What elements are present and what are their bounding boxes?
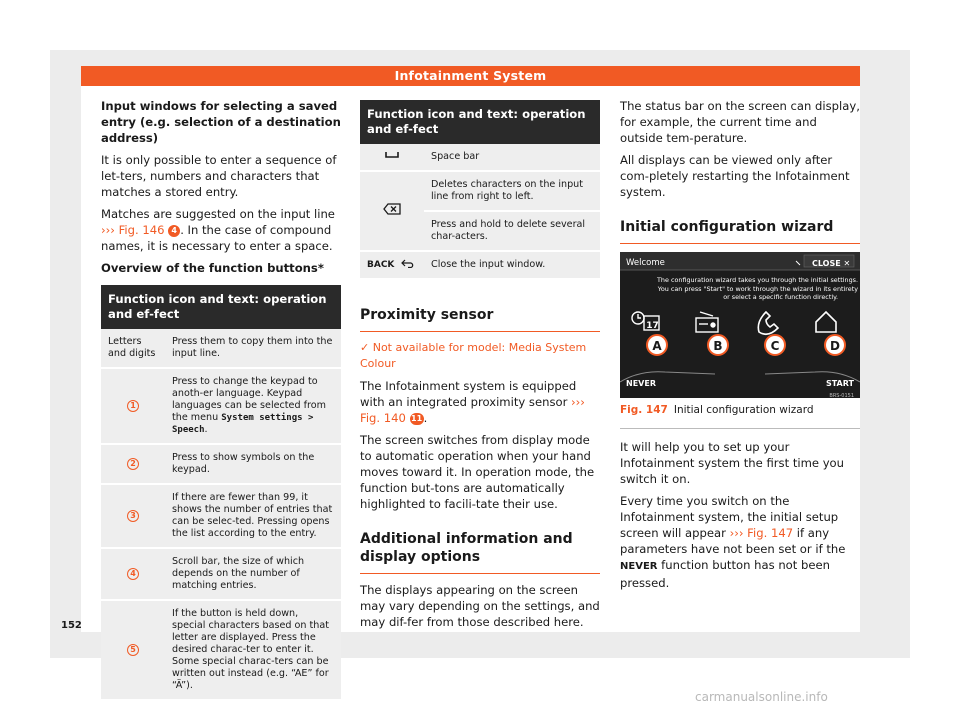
figure-code: BRS-0151 — [829, 393, 854, 398]
paragraph: The Infotainment system is equipped with an integrated proximity sensor ››› Fig. 140 11. — [360, 379, 585, 425]
table-desc: If there are fewer than 99, it shows the number of entries that can be selec-ted. Pressing opens the list according to the entry. — [165, 484, 341, 548]
wizard-button-d-label[interactable]: D — [830, 339, 840, 353]
wizard-button-b-label[interactable]: B — [713, 339, 723, 353]
figure-link[interactable]: ››› Fig. 146 — [101, 223, 165, 237]
section-heading: Input windows for selecting a saved entry (e.g. selection of a destination address) — [101, 99, 341, 145]
table-desc: If the button is held down, special characters based on that letter are displayed. Press the desired charac-ter to enter it. Some special charac-ters can be written out instead (e.g. “AE” for “Ä”). — [165, 600, 341, 700]
table-row — [360, 251, 600, 279]
back-arrow-icon — [401, 259, 415, 268]
table-desc: Press to change the keypad to anoth-er language. Keypad languages can be selected from the menu System settings > Speech. — [165, 368, 341, 444]
callout-number: 4 — [168, 225, 180, 237]
wizard-description: The configuration wizard takes you through the initial settings. You can press "Start" to work through the wizard in its entirety or select a specific function directly. — [657, 276, 858, 302]
column-left — [101, 98, 341, 701]
table-desc: Space bar — [424, 144, 600, 171]
table-row — [101, 444, 341, 484]
calendar-day: 17 — [646, 321, 659, 331]
paragraph: All displays can be viewed only after com-pletely restarting the Infotainment system. — [620, 153, 850, 199]
table-desc: Press to show symbols on the keypad. — [165, 444, 341, 484]
callout-number: 5 — [127, 644, 139, 656]
checkmark-icon: ✓ — [360, 341, 373, 354]
paragraph: Matches are suggested on the input line ››› Fig. 146 4 . In the case of compound names, it is necessary to enter a space. — [101, 207, 335, 253]
function-buttons-table-continued — [360, 100, 600, 280]
figure-caption: Fig. 147 Initial configuration wizard — [620, 398, 860, 429]
table-row — [101, 600, 341, 700]
paragraph: The displays appearing on the screen may vary depending on the settings, and may dif-fer from those described here. — [360, 583, 600, 629]
section-title-proximity-sensor: Proximity sensor — [360, 302, 600, 332]
section-title-config-wizard: Initial configuration wizard — [620, 214, 860, 244]
space-icon — [360, 144, 424, 171]
figure-link[interactable]: ››› Fig. 147 — [729, 526, 794, 540]
column-middle — [360, 100, 600, 636]
backspace-icon — [360, 171, 424, 251]
table-key: Letters and digits — [101, 329, 165, 368]
table-desc: Deletes characters on the input line from right to left. — [424, 171, 600, 211]
never-key: NEVER — [620, 561, 658, 572]
table-desc: Press them to copy them into the input line. — [165, 329, 341, 368]
table-row — [101, 329, 341, 368]
wizard-button-a-label[interactable]: A — [652, 339, 662, 353]
paragraph: The status bar on the screen can display, for example, the current time and outside tem-perature. — [620, 99, 860, 145]
overview-heading: Overview of the function buttons* — [101, 261, 324, 275]
wizard-title: Welcome — [626, 258, 665, 268]
start-button[interactable]: START — [825, 379, 854, 388]
watermark: carmanualsonline.info — [695, 690, 828, 704]
callout-number: 11 — [411, 414, 423, 423]
chapter-header: Infotainment System — [81, 66, 860, 86]
table-row — [101, 484, 341, 548]
section-title-additional-info: Additional information and display options — [360, 526, 600, 574]
paragraph: It is only possible to enter a sequence of let-ters, numbers and characters that matches a stored entry. — [101, 153, 337, 199]
never-button[interactable]: NEVER — [626, 379, 656, 388]
page-number: 152 — [61, 620, 82, 631]
callout-number: 1 — [127, 400, 139, 412]
availability-note: ✓ Not available for model: Media System Colour — [360, 341, 587, 370]
callout-number: 3 — [127, 510, 139, 522]
table-desc: Close the input window. — [424, 251, 600, 279]
figure-link[interactable]: ››› Fig. 140 — [360, 395, 585, 425]
table-desc: Press and hold to delete several char-acters. — [424, 211, 600, 251]
callout-number: 2 — [127, 458, 139, 470]
table-desc: Scroll bar, the size of which depends on the number of matching entries. — [165, 548, 341, 600]
back-key: BACK — [360, 251, 424, 279]
close-button[interactable]: CLOSE ✕ — [812, 259, 851, 268]
function-buttons-table — [101, 285, 341, 701]
paragraph: It will help you to set up your Infotainment system the first time you switch it on. — [620, 440, 845, 486]
table-row — [360, 144, 600, 171]
table-row — [101, 548, 341, 600]
table-row — [101, 368, 341, 444]
table-header: Function icon and text: operation and ef-fect — [360, 100, 600, 144]
figure-label: Fig. 147 — [620, 404, 668, 416]
paragraph: Every time you switch on the Infotainment system, the initial setup screen will appear ››› Fig. 147 if any parameters have not been set or if the NEVER function button has not been pressed. — [620, 494, 846, 590]
column-right — [620, 98, 860, 597]
table-row — [360, 171, 600, 211]
wizard-screen-figure — [620, 252, 860, 398]
wizard-button-c-label[interactable]: C — [770, 339, 780, 353]
menu-path: System settings > Speech — [172, 413, 314, 435]
close-icon: ✕ — [843, 259, 851, 268]
paragraph: The screen switches from display mode to automatic operation when your hand moves toward it. In operation mode, the function but-tons are automatically highlighted to facili-tate their use. — [360, 433, 595, 511]
callout-number: 4 — [127, 568, 139, 580]
table-header: Function icon and text: operation and ef-fect — [101, 285, 341, 329]
